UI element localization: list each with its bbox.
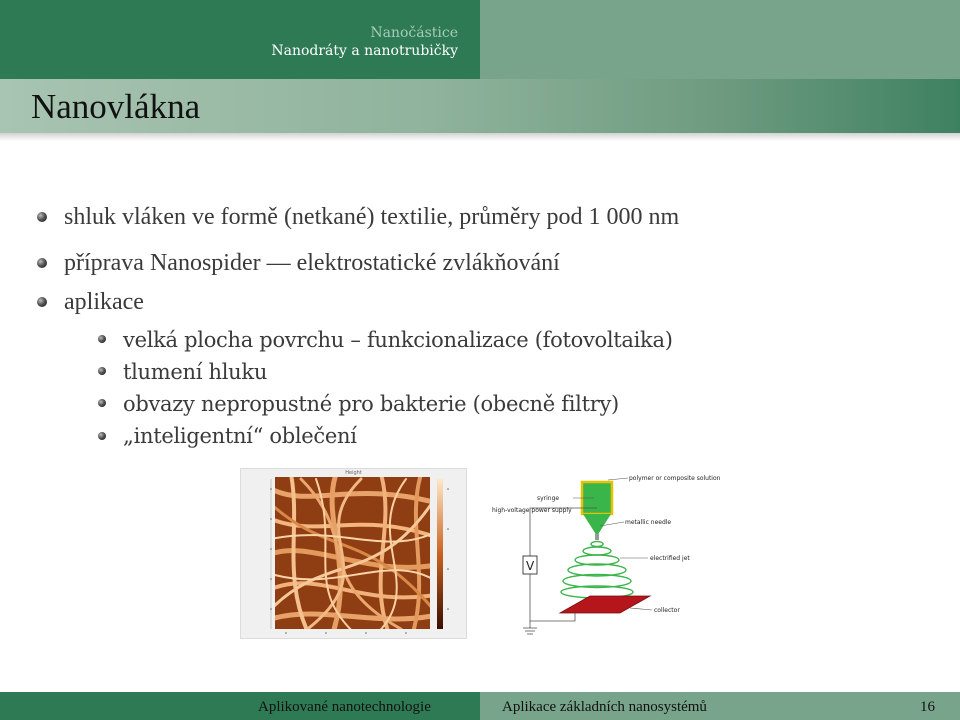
title-shadow	[0, 133, 960, 141]
subbullet-ball-icon	[98, 432, 106, 440]
diagram-label-power: high-voltage power supply	[492, 507, 572, 514]
subbullet-text: tlumení hluku	[123, 360, 268, 384]
diagram-label-syringe: syringe	[537, 495, 560, 502]
header-bar-right	[480, 0, 960, 79]
diagram-label-needle: metallic needle	[625, 519, 672, 526]
bullet-text: příprava Nanospider — elektrostatické zvlákňování	[64, 250, 560, 276]
subbullet-text: „inteligentní“ oblečení	[123, 424, 357, 448]
nav-subsection-link[interactable]: Nanodráty a nanotrubičky	[271, 43, 458, 59]
nav-section-link[interactable]: Nanočástice	[370, 25, 458, 41]
diagram-label-jet: electrified jet	[650, 555, 690, 562]
bullet-ball-icon	[37, 212, 47, 222]
collector-plate-shape	[560, 596, 650, 613]
footer-course-title: Aplikované nanotechnologie	[258, 699, 431, 715]
footer-page-number: 16	[920, 699, 935, 715]
electrospinning-diagram	[490, 468, 730, 638]
diagram-label-collector: collector	[654, 607, 680, 614]
needle-shape	[595, 534, 599, 540]
bullet-ball-icon	[37, 258, 47, 268]
afm-image-label: Height	[345, 470, 362, 476]
subbullet-text: obvazy nepropustné pro bakterie (obecně filtry)	[123, 392, 619, 416]
bullet-ball-icon	[37, 297, 47, 307]
voltmeter-label: V	[526, 559, 535, 573]
subbullet-ball-icon	[98, 399, 106, 407]
jet-spiral-shape	[561, 542, 633, 599]
subbullet-text: velká plocha povrchu – funkcionalizace (fotovoltaika)	[123, 328, 673, 352]
slide-title: Nanovlákna	[31, 87, 201, 126]
subbullet-ball-icon	[98, 335, 106, 343]
bullet-text: aplikace	[64, 289, 144, 315]
bullet-text: shluk vláken ve formě (netkané) textilie, průměry pod 1 000 nm	[64, 204, 680, 230]
diagram-label-polymer: polymer or composite solution	[629, 475, 721, 482]
afm-nanofiber-image	[240, 468, 467, 639]
footer-chapter-title: Aplikace základních nanosystémů	[502, 699, 707, 715]
afm-image-svg	[241, 469, 466, 638]
subbullet-ball-icon	[98, 367, 106, 375]
